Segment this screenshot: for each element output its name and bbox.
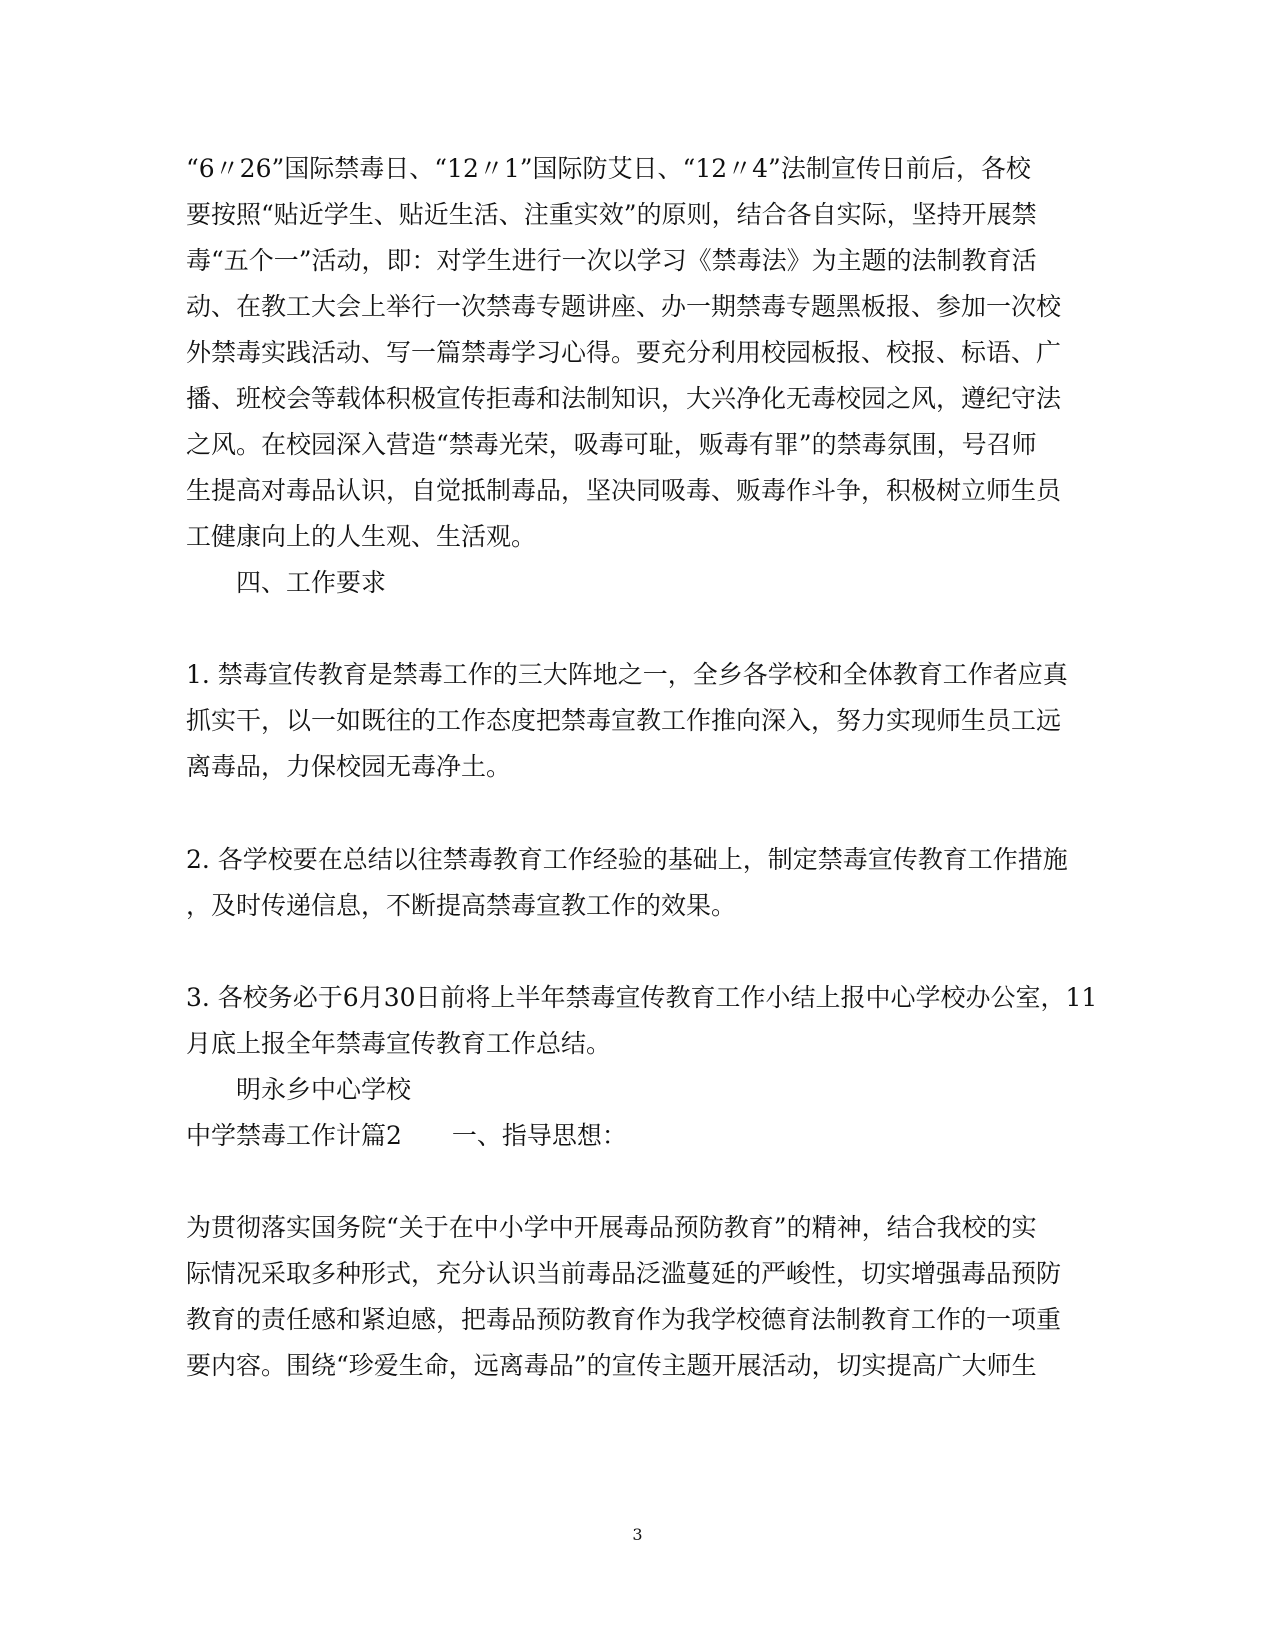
text-line: ，及时传递信息，不断提高禁毒宣教工作的效果。 — [186, 891, 737, 920]
text-line: 工健康向上的人生观、生活观。 — [186, 522, 537, 551]
text-line: 际情况采取多种形式，充分认识当前毒品泛滥蔓延的严峻性，切实增强毒品预防 — [186, 1259, 1062, 1288]
text-line: 为贯彻落实国务院“关于在中小学中开展毒品预防教育”的精神，结合我校的实 — [186, 1213, 1037, 1242]
page-number: 3 — [632, 1525, 643, 1544]
text-line: 3. 各校务必于6月30日前将上半年禁毒宣传教育工作小结上报中心学校办公室，11 — [186, 983, 1098, 1012]
text-line: 要内容。围绕“珍爱生命，远离毒品”的宣传主题开展活动，切实提高广大师生 — [186, 1351, 1037, 1380]
text-line: 外禁毒实践活动、写一篇禁毒学习心得。要充分利用校园板报、校报、标语、广 — [186, 338, 1062, 367]
text-line: 播、班校会等载体积极宣传拒毒和法制知识，大兴净化无毒校园之风，遵纪守法 — [186, 384, 1062, 413]
text-line: 2. 各学校要在总结以往禁毒教育工作经验的基础上，制定禁毒宣传教育工作措施 — [186, 845, 1068, 874]
text-line: 之风。在校园深入营造“禁毒光荣，吸毒可耻，贩毒有罪”的禁毒氛围，号召师 — [186, 430, 1037, 459]
section-heading: 四、工作要求 — [236, 568, 387, 597]
text-line: 动、在教工大会上举行一次禁毒专题讲座、办一期禁毒专题黑板报、参加一次校 — [186, 292, 1062, 321]
text-line: 1. 禁毒宣传教育是禁毒工作的三大阵地之一，全乡各学校和全体教育工作者应真 — [186, 660, 1068, 689]
text-line: “6〃26”国际禁毒日、“12〃1”国际防艾日、“12〃4”法制宣传日前后，各校 — [186, 154, 1031, 183]
text-line: 教育的责任感和紧迫感，把毒品预防教育作为我学校德育法制教育工作的一项重 — [186, 1305, 1062, 1334]
text-line: 抓实干，以一如既往的工作态度把禁毒宣教工作推向深入，努力实现师生员工远 — [186, 706, 1062, 735]
text-line: 离毒品，力保校园无毒净土。 — [186, 752, 512, 781]
text-line: 生提高对毒品认识，自觉抵制毒品，坚决同吸毒、贩毒作斗争，积极树立师生员 — [186, 476, 1062, 505]
text-line: 月底上报全年禁毒宣传教育工作总结。 — [186, 1029, 612, 1058]
text-line: 要按照“贴近学生、贴近生活、注重实效”的原则，结合各自实际，坚持开展禁 — [186, 200, 1037, 229]
text-line: 毒“五个一”活动，即：对学生进行一次以学习《禁毒法》为主题的法制教育活 — [186, 246, 1037, 275]
document-title-line: 中学禁毒工作计篇2 一、指导思想： — [186, 1121, 627, 1150]
signature-line: 明永乡中心学校 — [236, 1075, 412, 1104]
